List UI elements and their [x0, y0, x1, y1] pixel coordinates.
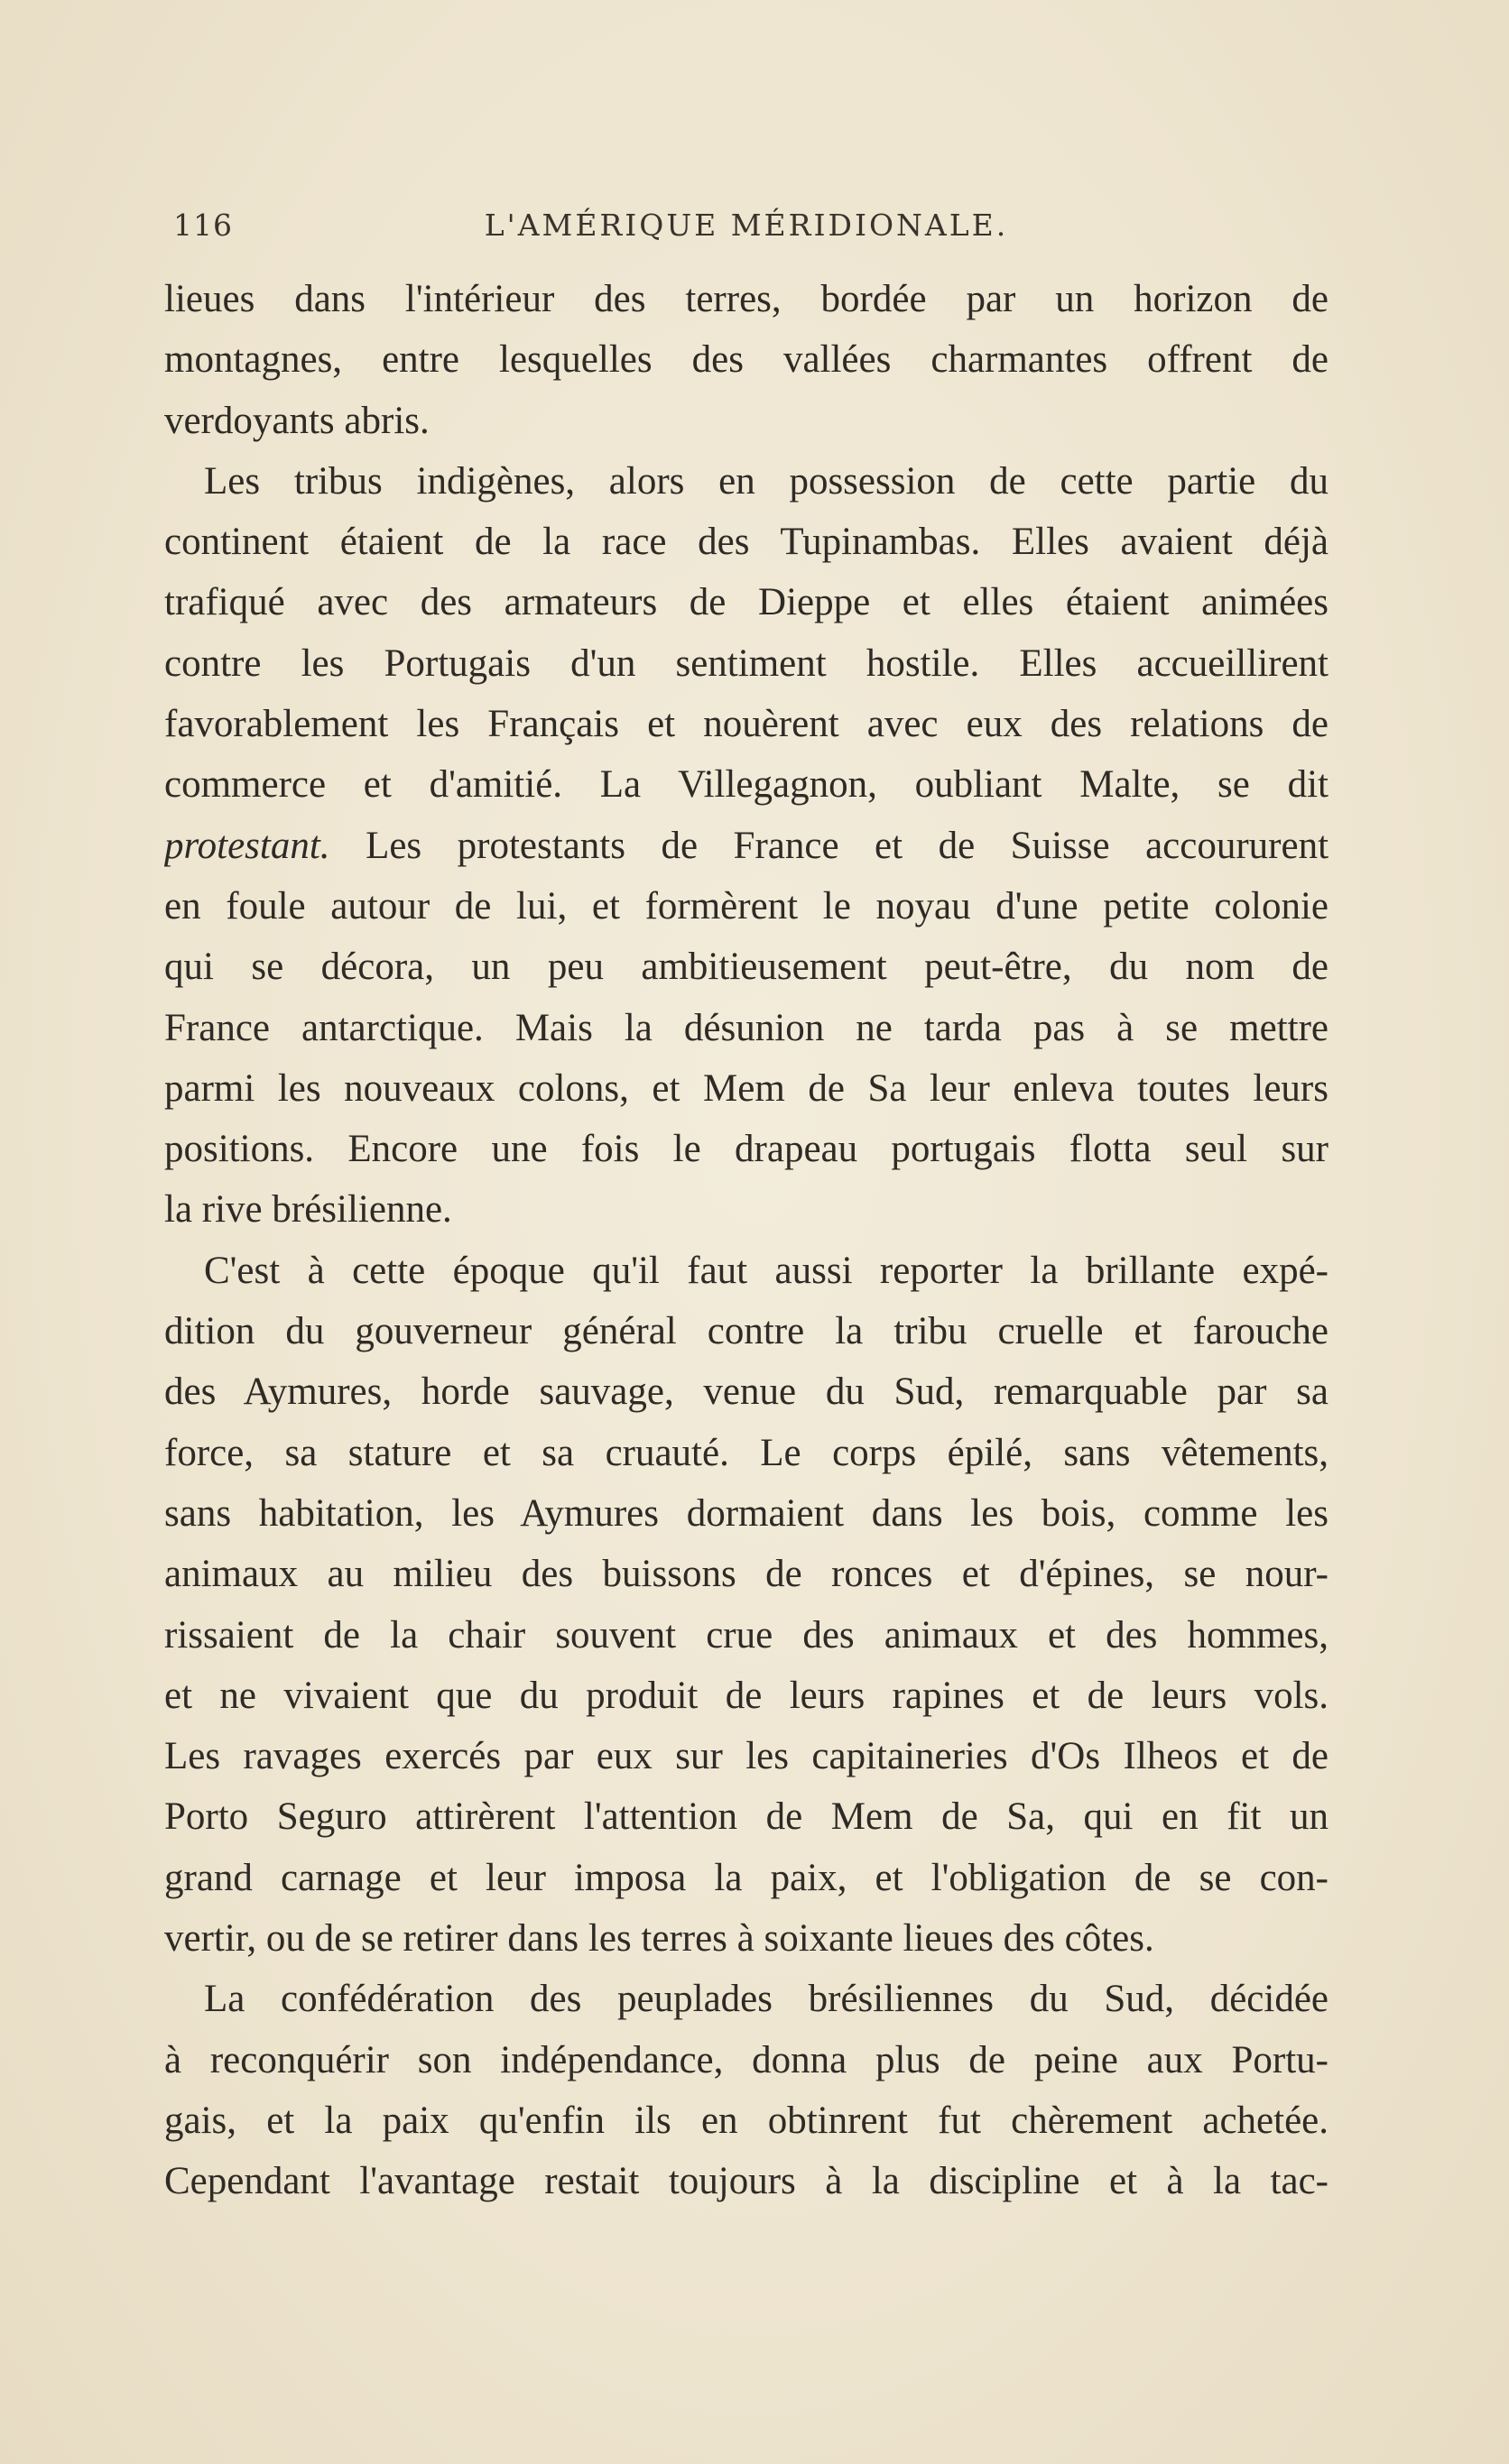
text-line: Cependant l'avantage restait toujours à la discipline et à la tac-	[164, 2160, 1328, 2203]
text-line: La confédération des peuplades brésiliennes du Sud, décidée	[204, 1978, 1328, 2021]
text-line: à reconquérir son indépendance, donna plus de peine aux Portu-	[164, 2038, 1328, 2081]
text-line-with-italic	[164, 816, 1328, 876]
text-line: contre les Portugais d'un sentiment hostile. Elles accueillirent	[164, 641, 1328, 685]
text-line: en foule autour de lui, et formèrent le noyau d'une petite colonie	[164, 884, 1328, 927]
text-line: des Aymures, horde sauvage, venue du Sud, remarquable par sa	[164, 1370, 1328, 1414]
text-line: commerce et d'amitié. La Villegagnon, oubliant Malte, se dit	[164, 763, 1328, 807]
page-header	[164, 200, 1328, 254]
running-title: L'AMÉRIQUE MÉRIDIONALE.	[484, 208, 1009, 243]
text-line: Les ravages exercés par eux sur les capitaineries d'Os Ilheos et de	[164, 1735, 1328, 1778]
text-line: Les tribus indigènes, alors en possession de cette partie du	[204, 459, 1328, 503]
italic-word: protestant.	[164, 824, 330, 867]
text-line: force, sa stature et sa cruauté. Le corps épilé, sans vêtements,	[164, 1431, 1328, 1474]
text-line: lieues dans l'intérieur des terres, bordée par un horizon de	[164, 278, 1328, 320]
text-line: positions. Encore une fois le drapeau portugais flotta seul sur	[164, 1128, 1328, 1171]
text-line: montagnes, entre lesquelles des vallées charmantes offrent de	[164, 338, 1328, 382]
text-line: France antarctique. Mais la désunion ne tarda pas à se mettre	[164, 1006, 1328, 1049]
body-text	[164, 269, 1328, 2212]
text-line: qui se décora, un peu ambitieusement peut-être, du nom de	[164, 946, 1328, 989]
text-line: trafiqué avec des armateurs de Dieppe et elles étaient animées	[164, 581, 1328, 624]
text-line: vertir, ou de se retirer dans les terres à soixante lieues des côtes.	[164, 1917, 1154, 1961]
text-line: dition du gouverneur général contre la tribu cruelle et farouche	[164, 1310, 1328, 1353]
text-line: favorablement les Français et nouèrent avec eux des relations de	[164, 703, 1328, 746]
text-line: continent étaient de la race des Tupinambas. Elles avaient déjà	[164, 521, 1328, 564]
text-line: Porto Seguro attirèrent l'attention de Mem de Sa, qui en fit un	[164, 1795, 1328, 1839]
text-line: gais, et la paix qu'enfin ils en obtinrent fut chèrement achetée.	[164, 2099, 1328, 2142]
text-line: la rive brésilienne.	[164, 1188, 452, 1232]
text-line: animaux au milieu des buissons de ronces et d'épines, se nour-	[164, 1553, 1328, 1596]
text-line: parmi les nouveaux colons, et Mem de Sa leur enleva toutes leurs	[164, 1066, 1328, 1110]
text-line: sans habitation, les Aymures dormaient dans les bois, comme les	[164, 1491, 1328, 1535]
text-line: C'est à cette époque qu'il faut aussi reporter la brillante expé-	[204, 1249, 1328, 1292]
text-line: grand carnage et leur imposa la paix, et l'obligation de se con-	[164, 1856, 1328, 1899]
text-fragment: Les protestants de France et de Suisse accoururent	[366, 824, 1328, 867]
page-number: 116	[173, 208, 233, 243]
text-line: et ne vivaient que du produit de leurs rapines et de leurs vols.	[164, 1674, 1328, 1717]
text-line: rissaient de la chair souvent crue des animaux et des hommes,	[164, 1613, 1328, 1657]
text-line: verdoyants abris.	[164, 399, 430, 442]
